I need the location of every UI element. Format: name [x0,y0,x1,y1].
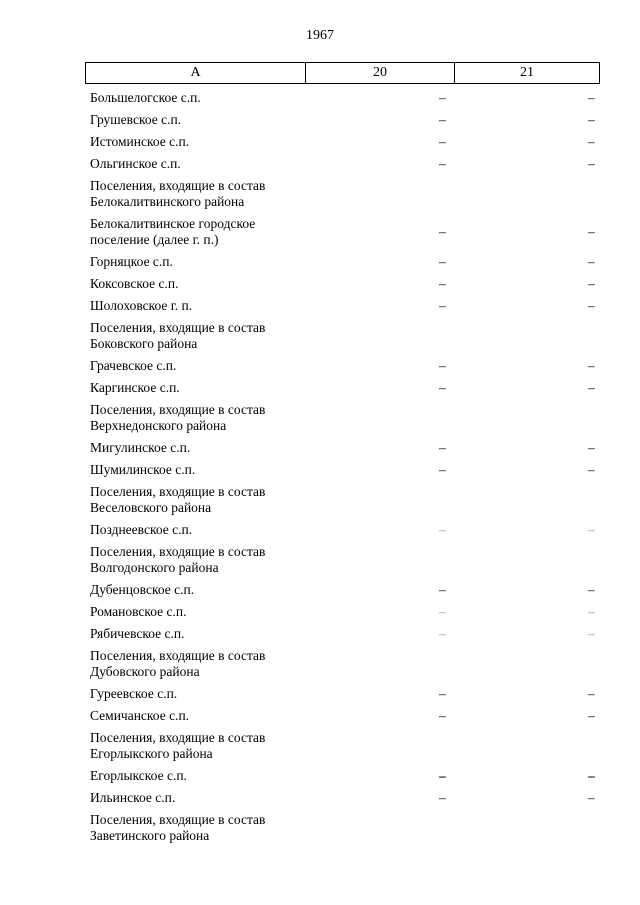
settlement-name: Коксовское с.п. [90,276,179,291]
settlement-name: Шолоховское г. п. [90,298,193,313]
table-row [90,87,600,109]
table-row [90,579,600,601]
settlement-name: Каргинское с.п. [90,380,180,395]
settlement-name: Романовское с.п. [90,604,187,619]
table-row [90,355,600,377]
table-body [90,87,600,847]
group-header-row [90,727,600,765]
group-header-label: Поселения, входящие в состав Верхнедонского района [90,402,266,433]
group-header-row [90,541,600,579]
settlement-name: Грушевское с.п. [90,112,182,127]
table-row [90,295,600,317]
value-col-21: – [588,380,595,395]
group-header-row [90,645,600,683]
table-row [90,109,600,131]
group-header-row [90,175,600,213]
group-header-row [90,317,600,355]
settlement-name: Истоминское с.п. [90,134,190,149]
group-header-label: Поселения, входящие в состав Волгодонского района [90,544,266,575]
table-row [90,131,600,153]
table-header [85,62,600,84]
value-col-20: – [439,708,446,723]
value-col-20: – [439,790,446,805]
group-header-label: Поселения, входящие в состав Белокалитвинского района [90,178,266,209]
value-col-21: – [588,112,595,127]
table-row [90,787,600,809]
value-col-21: – [588,462,595,477]
value-col-21: – [588,90,595,105]
settlement-name: Белокалитвинское городское поселение (далее г. п.) [90,216,256,247]
group-header-label: Поселения, входящие в состав Егорлыкского района [90,730,266,761]
settlement-name: Ольгинское с.п. [90,156,181,171]
value-col-20: – [439,604,446,619]
value-col-20: – [439,298,446,313]
value-col-20: – [439,254,446,269]
table-row [90,251,600,273]
value-col-21: – [588,686,595,701]
value-col-20: – [439,224,446,239]
settlement-name: Гуреевское с.п. [90,686,178,701]
table-row [90,377,600,399]
value-col-21: – [588,604,595,619]
value-col-20: – [439,134,446,149]
value-col-21: – [588,254,595,269]
table-row [90,601,600,623]
value-col-20: – [439,462,446,477]
value-col-20: – [439,358,446,373]
group-header-row [90,481,600,519]
value-col-21: – [588,276,595,291]
group-header-row [90,399,600,437]
group-header-row [90,809,600,847]
page-number: 1967 [306,28,334,43]
value-col-20: – [439,380,446,395]
group-header-label: Поселения, входящие в состав Заветинского района [90,812,266,843]
group-header-label: Поселения, входящие в состав Веселовского района [90,484,266,515]
settlement-name: Горняцкое с.п. [90,254,173,269]
value-col-21: – [588,298,595,313]
value-col-20: – [439,440,446,455]
settlement-name: Грачевское с.п. [90,358,177,373]
table-row [90,683,600,705]
value-col-21: – [588,768,595,783]
table-row [90,765,600,787]
settlement-name: Егорлыкское с.п. [90,768,187,783]
group-header-label: Поселения, входящие в состав Дубовского района [90,648,266,679]
value-col-21: – [588,522,595,537]
table-row [90,459,600,481]
value-col-20: – [439,768,446,783]
settlement-name: Семичанское с.п. [90,708,190,723]
value-col-21: – [588,626,595,641]
value-col-20: – [439,626,446,641]
table-row [90,519,600,541]
settlement-name: Позднеевское с.п. [90,522,193,537]
value-col-20: – [439,582,446,597]
table-row [90,437,600,459]
value-col-20: – [439,156,446,171]
settlement-name: Ильинское с.п. [90,790,176,805]
value-col-21: – [588,156,595,171]
table-row [90,623,600,645]
value-col-21: – [588,134,595,149]
value-col-21: – [588,708,595,723]
value-col-20: – [439,686,446,701]
value-col-21: – [588,358,595,373]
column-header-20: 20 [306,63,455,83]
value-col-20: – [439,276,446,291]
column-header-21: 21 [520,65,534,80]
value-col-21: – [588,582,595,597]
settlement-name: Мигулинское с.п. [90,440,191,455]
value-col-21: – [588,790,595,805]
settlement-name: Рябичевское с.п. [90,626,185,641]
value-col-21: – [588,224,595,239]
column-header-a: А [86,63,306,83]
settlement-name: Шумилинское с.п. [90,462,196,477]
settlement-name: Большелогское с.п. [90,90,201,105]
table-row [90,153,600,175]
table-row [90,213,600,251]
group-header-label: Поселения, входящие в состав Боковского района [90,320,266,351]
value-col-20: – [439,112,446,127]
value-col-20: – [439,522,446,537]
value-col-21: – [588,440,595,455]
table-row [90,273,600,295]
table-row [90,705,600,727]
value-col-20: – [439,90,446,105]
settlement-name: Дубенцовское с.п. [90,582,195,597]
